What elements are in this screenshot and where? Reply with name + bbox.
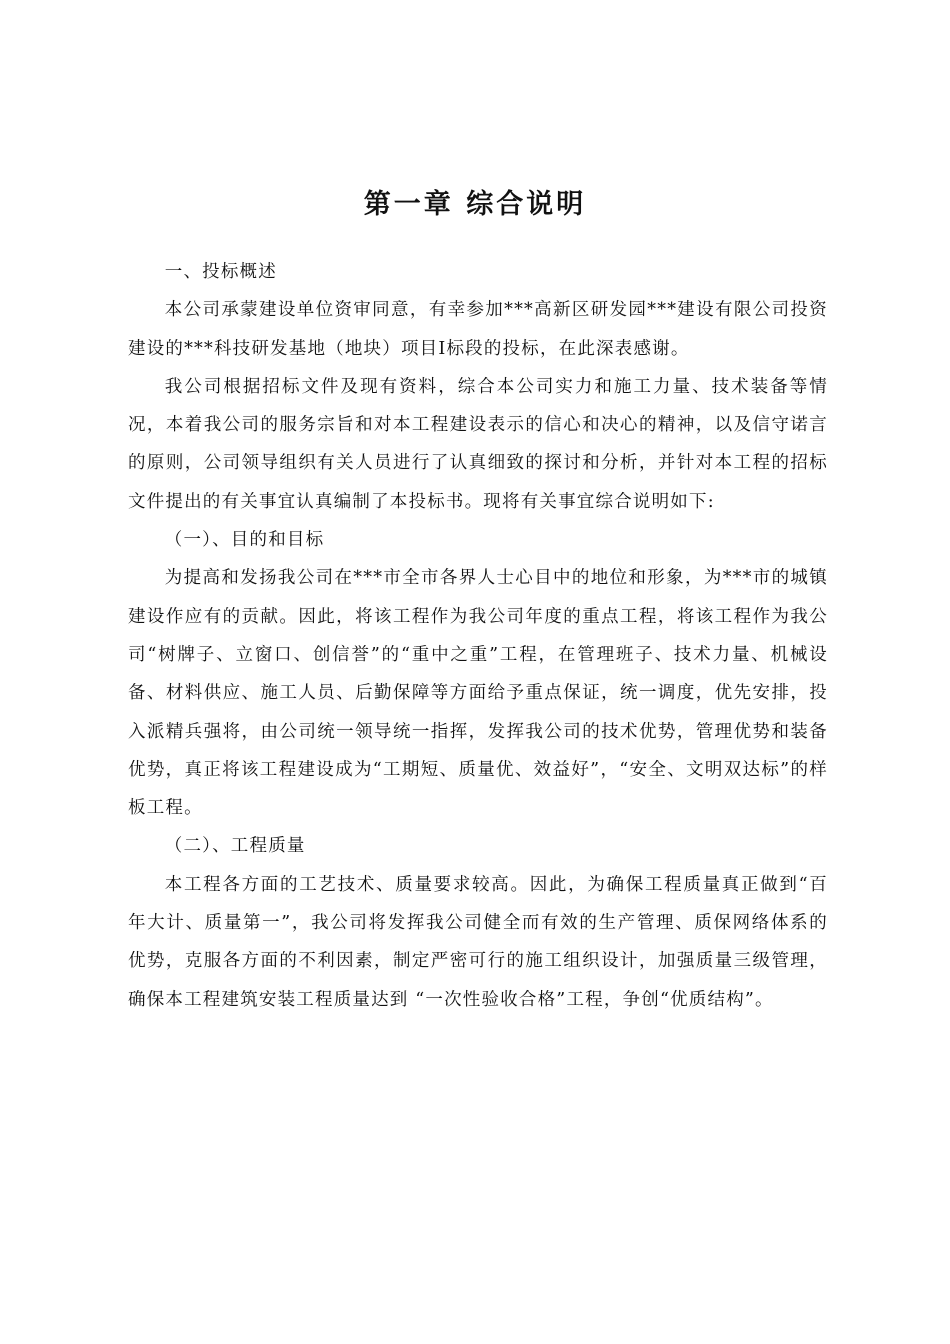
subsection-heading-goals: （一）、目的和目标 [164,530,325,551]
chapter-title: 第一章 综合说明 [363,189,587,220]
paragraph-quality: 本工程各方面的工艺技术、质量要求较高。因此，为确保工程质量真正做到“百年大计、质量第一”，我公司将发挥我公司健全而有效的生产管理、质保网络体系的优势，克服各方面的不利因素，制定严密可行的施工组织设计，加强质量三级管理，确保本工程建筑安装工程质量达到 “一次性验收合格”工程，争创“优质结构”。 [128,874,828,1010]
paragraph-goals: 为提高和发扬我公司在***市全市各界人士心目中的地位和形象，为***市的城镇建设作应有的贡献。因此，将该工程作为我公司年度的重点工程，将该工程作为我公司“树牌子、立窗口、创信誉”的“重中之重”工程，在管理班子、技术力量、机械设备、材料供应、施工人员、后勤保障等方面给予重点保证，统一调度，优先安排，投入派精兵强将，由公司统一领导统一指挥，发挥我公司的技术优势，管理优势和装备优势，真正将该工程建设成为“工期短、质量优、效益好”，“安全、文明双达标”的样板工程。 [128,568,828,819]
subsection-heading-quality: （二）、工程质量 [164,836,306,857]
paragraph-thanks: 本公司承蒙建设单位资审同意，有幸参加***高新区研发园***建设有限公司投资建设的***科技研发基地（地块）项目Ⅰ标段的投标，在此深表感谢。 [128,300,828,359]
document-body [128,253,828,1019]
paragraph-preparation: 我公司根据招标文件及现有资料，综合本公司实力和施工力量、技术装备等情况，本着我公司的服务宗旨和对本工程建设表示的信心和决心的精神，以及信守诺言的原则，公司领导组织有关人员进行了认真细致的探讨和分析，并针对本工程的招标文件提出的有关事宜认真编制了本投标书。现将有关事宜综合说明如下: [128,376,828,512]
section-heading-bid-overview: 一、投标概述 [164,262,277,282]
